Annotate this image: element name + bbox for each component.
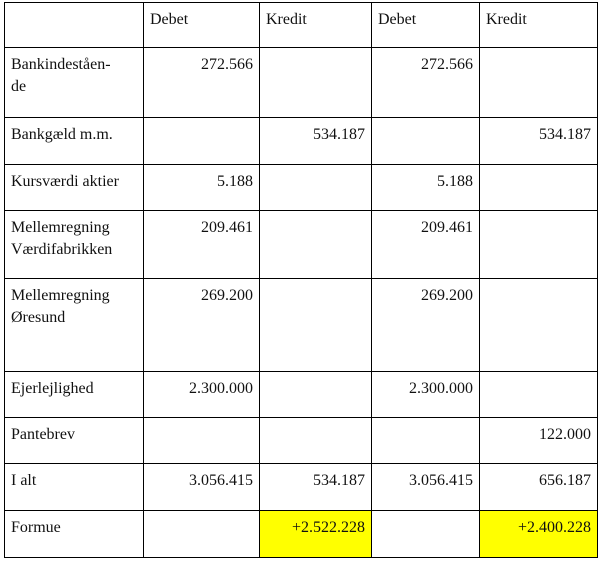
- value-cell: [260, 372, 372, 418]
- value-cell: 3.056.415: [372, 464, 480, 511]
- row-label: Ejerlejlighed: [11, 380, 94, 397]
- value-cell: [372, 118, 480, 165]
- row-label-cell: [5, 48, 144, 118]
- row-label: Mellemregning Øresund: [11, 287, 110, 326]
- value-cell: [260, 279, 372, 372]
- value-cell: 5.188: [144, 165, 260, 211]
- value-cell: [480, 372, 598, 418]
- table-row: [5, 211, 598, 279]
- header-cell-kredit-1: Kredit: [260, 3, 372, 48]
- row-label: Mellemregning Værdifabrikken: [11, 219, 113, 258]
- row-label-cell: [5, 211, 144, 279]
- row-label: Formue: [11, 519, 61, 536]
- row-label: I alt: [11, 472, 37, 489]
- table-row: [5, 48, 598, 118]
- value-cell: 269.200: [144, 279, 260, 372]
- value-cell: 269.200: [372, 279, 480, 372]
- value-cell: [372, 511, 480, 558]
- row-label-cell: [5, 118, 144, 165]
- value-cell: [480, 279, 598, 372]
- value-cell: [260, 418, 372, 464]
- value-cell: [144, 418, 260, 464]
- row-label: Kursværdi aktier: [11, 173, 119, 190]
- table-row: [5, 464, 598, 511]
- value-cell: [260, 211, 372, 279]
- value-cell: 209.461: [144, 211, 260, 279]
- ledger-body: [5, 3, 598, 558]
- highlighted-value-cell: +2.400.228: [480, 511, 598, 558]
- row-label: Bankindeståen- de: [11, 56, 111, 95]
- row-label-cell: [5, 279, 144, 372]
- row-label: Bankgæld m.m.: [11, 126, 113, 143]
- header-row: [5, 3, 598, 48]
- value-cell: 3.056.415: [144, 464, 260, 511]
- row-label-cell: [5, 372, 144, 418]
- value-cell: 534.187: [480, 118, 598, 165]
- ledger-table: [4, 2, 598, 558]
- value-cell: 534.187: [260, 118, 372, 165]
- table-row: [5, 372, 598, 418]
- value-cell: [260, 165, 372, 211]
- table-row: [5, 511, 598, 558]
- table-row: [5, 118, 598, 165]
- table-row: [5, 418, 598, 464]
- value-cell: 656.187: [480, 464, 598, 511]
- row-label-cell: [5, 165, 144, 211]
- value-cell: 2.300.000: [144, 372, 260, 418]
- header-cell-kredit-2: Kredit: [480, 3, 598, 48]
- header-cell-debet-2: Debet: [372, 3, 480, 48]
- row-label: Pantebrev: [11, 426, 75, 443]
- header-cell-account: [5, 3, 144, 48]
- value-cell: [480, 211, 598, 279]
- value-cell: [144, 118, 260, 165]
- table-row: [5, 279, 598, 372]
- value-cell: [480, 165, 598, 211]
- value-cell: [372, 418, 480, 464]
- value-cell: 272.566: [144, 48, 260, 118]
- header-cell-debet-1: Debet: [144, 3, 260, 48]
- value-cell: [144, 511, 260, 558]
- row-label-cell: [5, 464, 144, 511]
- value-cell: 2.300.000: [372, 372, 480, 418]
- value-cell: 534.187: [260, 464, 372, 511]
- row-label-cell: [5, 418, 144, 464]
- row-label-cell: [5, 511, 144, 558]
- value-cell: [260, 48, 372, 118]
- value-cell: [480, 48, 598, 118]
- value-cell: 272.566: [372, 48, 480, 118]
- value-cell: 209.461: [372, 211, 480, 279]
- value-cell: 122.000: [480, 418, 598, 464]
- table-row: [5, 165, 598, 211]
- value-cell: 5.188: [372, 165, 480, 211]
- highlighted-value-cell: +2.522.228: [260, 511, 372, 558]
